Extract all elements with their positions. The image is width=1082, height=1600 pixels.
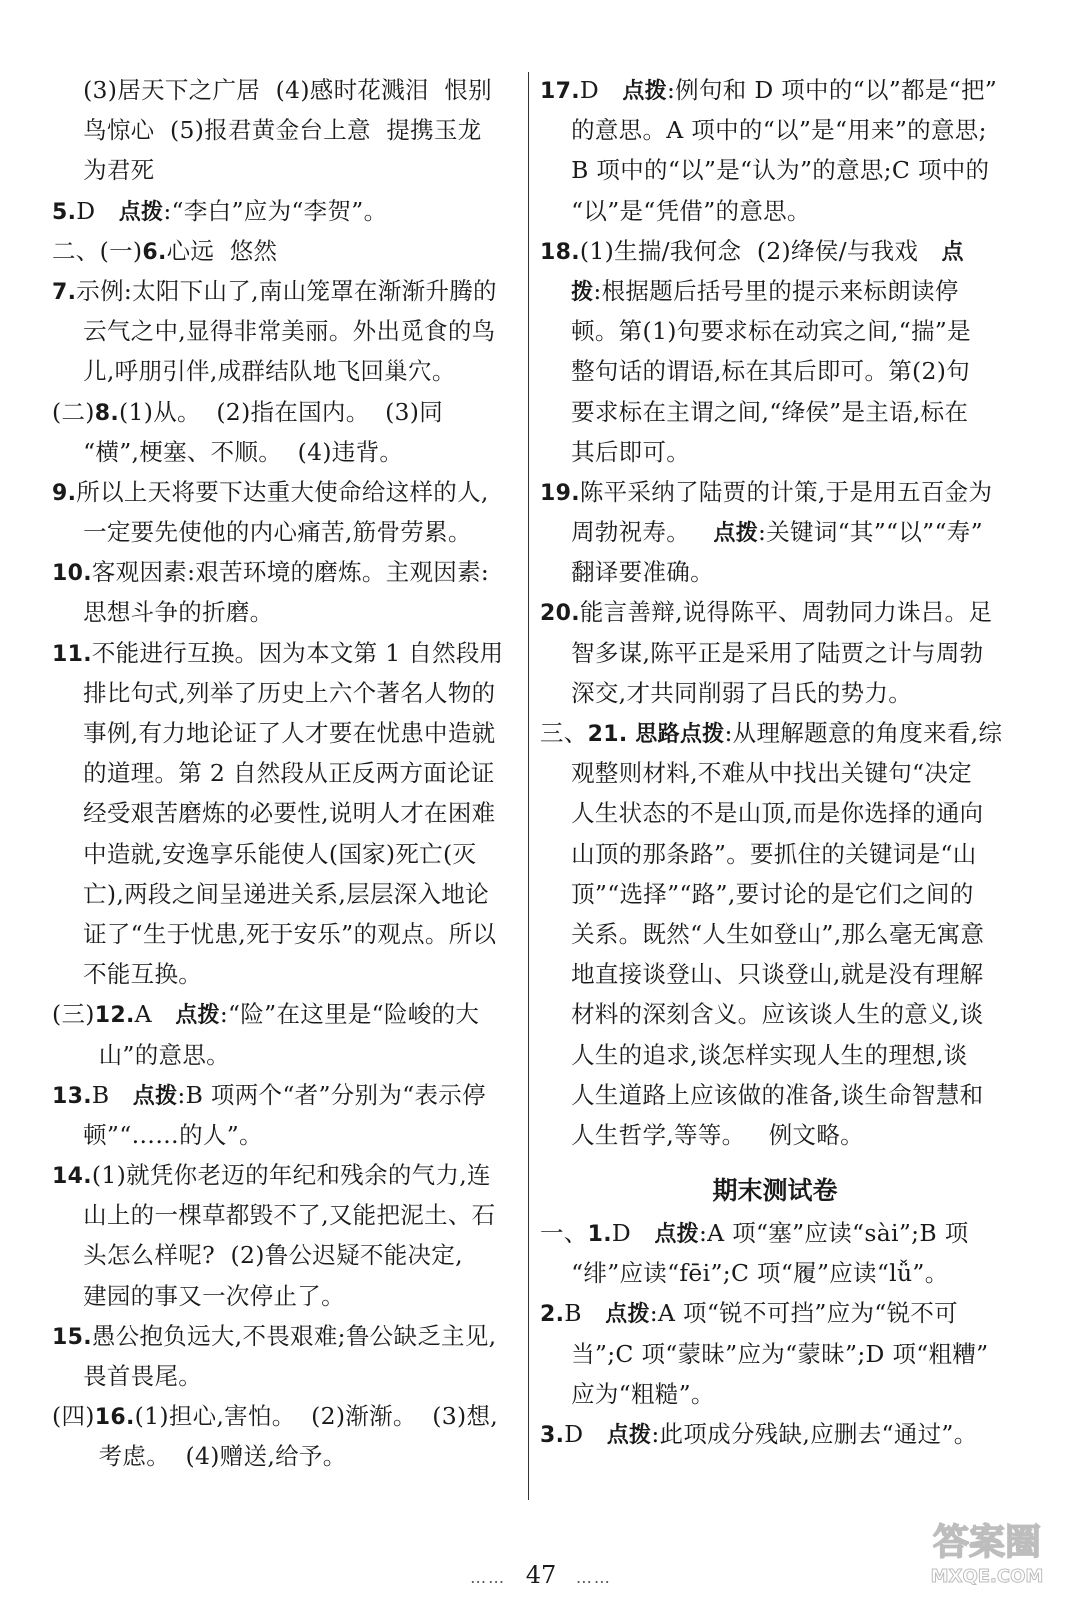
text-run: 示例:太阳下山了,南山笼罩在渐渐升腾的 [76,276,497,305]
text-line [540,191,1010,231]
text-run: 的道理。第 2 自然段从正反两方面论证 [52,759,495,788]
text-run: D [611,1219,655,1248]
text-run: 心远 悠然 [166,236,278,265]
text-run: (三) [52,1000,95,1029]
text-run: :关键词“其”“以”“寿” [758,518,983,547]
text-run: 关系。既然“人生如登山”,那么毫无寓意 [540,919,985,948]
text-run: 不能互换。 [52,960,203,989]
text-run: B [564,1299,606,1328]
text-run: 陈平采纳了陆贾的计策,于是用五百金为 [579,477,993,506]
text-run: 儿,呼朋引伴,成群结队地飞回巢穴。 [52,357,456,386]
text-line [540,753,1010,793]
text-run: 畏首畏尾。 [52,1362,203,1390]
text-line [52,633,520,673]
text-line [540,552,1010,592]
text-line [540,793,1010,833]
text-run: 鸟惊心 (5)报君黄金台上意 提携玉龙 [52,116,482,145]
text-run: 亡),两段之间呈递进关系,层层深入地论 [52,879,489,908]
text-line [540,1414,1010,1454]
text-run: D [76,196,119,225]
text-run: 地直接谈登山、只谈登山,就是没有理解 [540,960,984,989]
text-run: 山”的意思。 [52,1040,230,1069]
text-line [52,392,520,432]
bold-label: 11. [52,641,92,667]
text-line [52,994,520,1034]
text-run: 经受艰苦磨炼的必要性,说明人才在困难 [52,799,496,828]
text-run: :从理解题意的角度来看,综 [724,719,1003,747]
text-run: 顶”“选择”“路”,要讨论的是它们之间的 [540,879,974,908]
text-run: “以”是“凭借”的意思。 [540,196,811,225]
text-line [52,271,520,311]
text-run: 应为“粗糙”。 [540,1379,715,1408]
text-line [52,472,520,512]
text-run: 考虑。 (4)赠送,给予。 [52,1442,347,1471]
text-run: 顿。第(1)句要求标在动宾之间,“揣”是 [540,317,971,346]
text-line [540,633,1010,673]
text-line [52,1155,520,1195]
text-run: (1)从。 (2)指在国内。 (3)同 [119,397,444,426]
text-run: 顿”“……的人”。 [52,1120,263,1149]
text-run: 人生哲学,等等。 例文略。 [540,1120,864,1149]
bold-label: 15. [52,1324,92,1350]
text-line [52,1195,520,1235]
text-run: 二、(一) [52,236,143,265]
bold-label: 14. [52,1164,92,1190]
text-line [540,1075,1010,1115]
text-run: 云气之中,显得非常美丽。外出觅食的鸟 [52,317,496,346]
text-line [540,512,1010,552]
bold-label: 点 [941,239,964,265]
bold-label: 思路点拨 [635,722,725,747]
text-line [52,1075,520,1115]
bold-label: 2. [540,1302,565,1328]
text-line [52,874,520,914]
right-column [540,70,1010,1454]
bold-label: 1. [587,1222,612,1248]
text-run: 不能进行互换。因为本文第 1 自然段用 [91,638,504,667]
text-run: 中造就,安逸享乐能使人(国家)死亡(灭 [52,839,477,868]
right-column-final-test [540,1213,1010,1454]
bold-label: 19. [540,480,580,506]
text-line [52,914,520,954]
text-line [540,472,1010,512]
text-run: 山顶的那条路”。要抓住的关键词是“山 [540,839,977,868]
text-line [52,834,520,874]
bold-label: 5. [52,199,77,225]
text-run: 智多谋,陈平正是采用了陆贾之计与周勃 [540,638,984,667]
bold-label: 13. [52,1083,92,1109]
text-run: :例句和 D 项中的“以”都是“把” [666,76,998,104]
bold-label: 点拨 [118,199,164,225]
text-run: (四) [52,1402,95,1431]
text-run: 为君死 [52,156,155,185]
text-run: (二) [52,397,95,426]
text-run: :B 项两个“者”分别为“表示停 [177,1080,486,1109]
bold-label: 点拨 [132,1083,178,1109]
text-run: 愚公抱负远大,不畏艰难;鲁公缺乏主见, [91,1321,497,1350]
text-line [52,592,520,632]
text-run: 事例,有力地论证了人才要在忧患中造就 [52,719,496,747]
section-title: 期末测试卷 [712,1176,838,1206]
text-line [540,713,1010,753]
text-line [52,1276,520,1316]
text-run: (1)生揣/我何念 (2)绛侯/与我戏 [579,236,942,265]
text-run: 观整则材料,不难从中找出关键句“决定 [540,759,972,788]
text-run: 材料的深刻含义。应该谈人生的意义,谈 [540,1000,984,1029]
bold-label: 点拨 [713,521,758,547]
column-divider [528,72,529,1500]
text-run: 所以上天将要下达重大使命给这样的人, [76,477,489,506]
text-run: 周勃祝寿。 [540,518,714,547]
watermark-text: 答案圈 [932,1522,1042,1563]
text-line [540,1035,1010,1075]
text-run: 人生道路上应该做的准备,谈生命智慧和 [540,1080,984,1109]
text-line [540,271,1010,311]
text-run: 客观因素:艰苦环境的磨炼。主观因素: [91,558,490,587]
bold-label: 21. [587,722,628,747]
text-line [540,914,1010,954]
text-run: “横”,梗塞、不顺。 (4)违背。 [52,437,404,466]
text-line [540,994,1010,1034]
bold-label: 6. [142,239,167,265]
text-run: 建园的事又一次停止了。 [52,1281,345,1310]
text-line [540,231,1010,271]
text-run: 当”;C 项“蒙昧”应为“蒙昧”;D 项“粗糟” [540,1339,989,1368]
text-line [52,1396,520,1436]
text-run: 人生状态的不是山顶,而是你选择的通向 [540,799,984,828]
text-line [540,392,1010,432]
text-run: :“险”在这里是“险峻的大 [219,1000,480,1029]
text-run: 整句话的谓语,标在其后即可。第(2)句 [540,357,971,386]
text-line [540,834,1010,874]
text-run: 一、 [540,1219,588,1248]
right-column-answers [540,70,1010,1155]
bold-label: 8. [94,400,120,426]
text-line [540,592,1010,632]
bold-label: 点拨 [654,1222,699,1248]
text-line [52,552,520,592]
watermark-logo [912,1512,1062,1590]
text-run: 思想斗争的折磨。 [52,598,274,627]
bold-label: 3. [540,1423,565,1448]
text-line [540,1334,1010,1374]
text-line [52,713,520,753]
text-line [52,1235,520,1275]
text-run: :根据题后括号里的提示来标朗读停 [593,276,959,305]
text-line [540,70,1010,110]
text-line [52,231,520,271]
text-line [52,70,520,110]
text-run: D [564,1420,607,1448]
text-line [52,1115,520,1155]
text-run: 山上的一棵草都毁不了,又能把泥土、石 [52,1201,496,1230]
watermark-url: MXQE.COM [930,1566,1044,1587]
footer-dots-right: …… [575,1568,612,1587]
text-run: 其后即可。 [540,437,691,466]
text-line [540,351,1010,391]
bold-label: 点拨 [175,1003,220,1029]
footer-dots-left: …… [470,1568,507,1587]
bold-label: 点拨 [605,1302,650,1328]
text-run: (1)就凭你老迈的年纪和残余的气力,连 [91,1161,491,1190]
text-run: 深交,才共同削弱了吕氏的势力。 [540,678,913,707]
text-line [540,110,1010,150]
text-run: :A 项“塞”应读“sài”;B 项 [698,1219,969,1248]
page-number: 47 [525,1561,557,1589]
text-line [52,351,520,391]
text-line [52,150,520,190]
text-run: 三、 [540,719,588,747]
text-run: B [91,1080,133,1109]
bold-label: 10. [52,561,92,587]
text-run: 翻译要准确。 [540,558,714,587]
text-line [52,673,520,713]
text-line [52,311,520,351]
text-line [52,954,520,994]
text-run: :A 项“锐不可挡”应为“锐不可 [649,1299,958,1328]
text-line [52,1436,520,1476]
bold-label: 20. [540,601,580,627]
bold-label: 12. [94,1003,135,1029]
text-line [52,191,520,231]
text-line [52,110,520,150]
text-line [540,311,1010,351]
text-run: :此项成分残缺,应删去“通过”。 [651,1420,978,1448]
bold-label: 点拨 [606,1423,652,1448]
text-run: “绯”应读“fēi”;C 项“履”应读“lǚ”。 [540,1259,949,1288]
text-run: 人生的追求,谈怎样实现人生的理想,谈 [540,1040,968,1069]
bold-label: 16. [94,1405,135,1431]
text-line [52,793,520,833]
text-run: 头怎么样呢? (2)鲁公迟疑不能决定, [52,1241,463,1270]
text-run: :“李白”应为“李贺”。 [163,196,388,225]
left-column [52,70,520,1477]
text-run [540,277,571,305]
bold-label: 17. [540,79,580,104]
text-run: 的意思。A 项中的“以”是“用来”的意思; [540,116,987,145]
text-line [52,1316,520,1356]
text-line [540,1374,1010,1414]
text-line [52,753,520,793]
text-line [540,1115,1010,1155]
text-run: A [134,1000,176,1029]
text-run: (1)担心,害怕。 (2)渐渐。 (3)想, [134,1402,499,1431]
bold-label: 拨 [571,279,594,305]
text-line [52,1035,520,1075]
bold-label: 18. [540,239,580,265]
text-line [540,150,1010,190]
text-run: 能言善辩,说得陈平、周勃同力诛吕。足 [579,598,993,627]
text-line [52,432,520,472]
text-run: 排比句式,列举了历史上六个著名人物的 [52,678,496,707]
bold-label: 7. [52,279,77,305]
text-run: 一定要先使他的内心痛苦,筋骨劳累。 [52,518,472,547]
text-line [540,954,1010,994]
text-line [52,512,520,552]
text-line [540,1253,1010,1293]
bold-label: 点拨 [622,79,667,104]
text-run: 证了“生于忧患,死于安乐”的观点。所以 [52,919,497,948]
text-run: 要求标在主谓之间,“绛侯”是主语,标在 [540,397,969,426]
text-line [540,673,1010,713]
text-run: D [579,76,623,104]
text-run: B 项中的“以”是“认为”的意思;C 项中的 [540,156,990,185]
text-run: (3)居天下之广居 (4)感时花溅泪 恨别 [52,76,492,104]
text-line [52,1356,520,1396]
text-line [540,1213,1010,1253]
text-line [540,874,1010,914]
text-line [540,1293,1010,1333]
bold-label: 9. [52,480,77,506]
text-line [540,432,1010,472]
